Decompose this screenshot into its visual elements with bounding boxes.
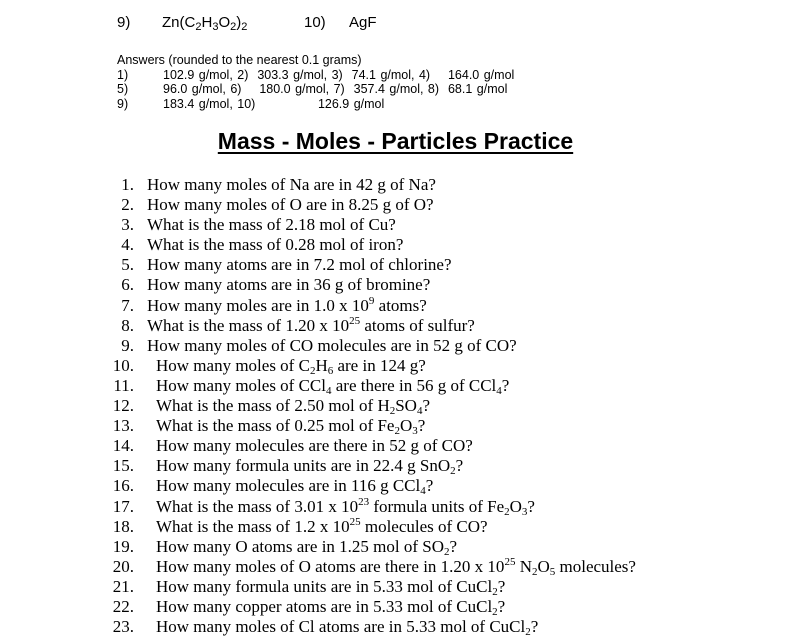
question-text: How many moles of $C_2H_6$ are in 124 g? [156, 355, 426, 377]
question-item [0, 255, 791, 275]
question-item [0, 175, 791, 195]
problem-10-number: 10) [304, 14, 326, 31]
answers-list [117, 67, 515, 112]
question-text: How many molecules are there in 52 g of CO? [156, 436, 473, 456]
answer-row [117, 82, 508, 97]
question-text: What is the mass of 2.50 mol of $H_2SO_4$? [156, 396, 430, 418]
answers-block [117, 53, 515, 111]
answer-row-number: 5) [117, 82, 129, 96]
question-text: How many moles of CO molecules are in 52 g of CO? [147, 335, 517, 355]
answer-row-values: 183.4 g/mol, 10) 126.9 g/mol [163, 96, 385, 111]
problem-9-number: 9) [117, 14, 131, 31]
question-number: 23. [112, 617, 134, 637]
question-number: 13. [112, 416, 134, 436]
question-number: 2. [121, 195, 134, 215]
question-text: What is the mass of 3.01 x $10^{23}$ formula units of $Fe_2O_3$? [156, 495, 535, 518]
question-number: 12. [112, 396, 134, 416]
question-item [0, 235, 791, 255]
question-item [0, 517, 791, 537]
question-text: How many O atoms are in 1.25 mol of $SO_2$? [156, 536, 458, 558]
question-item [0, 316, 791, 336]
question-item [0, 396, 791, 416]
question-item [0, 336, 791, 356]
question-text: What is the mass of 1.20 x $10^{25}$ atoms of sulfur? [147, 314, 475, 335]
question-item [0, 195, 791, 215]
answer-row-values: 96.0 g/mol, 6) 180.0 g/mol, 7) 357.4 g/mol, 8) 68.1 g/mol [163, 82, 508, 96]
question-item [0, 557, 791, 577]
question-item [0, 376, 791, 396]
question-item [0, 416, 791, 436]
questions-list [0, 175, 791, 637]
question-item [0, 356, 791, 376]
question-text: How many moles of Na are in 42 g of Na? [147, 175, 436, 194]
question-number: 14. [112, 436, 134, 456]
question-number: 8. [121, 315, 134, 335]
question-number: 17. [112, 496, 134, 516]
question-number: 7. [121, 295, 134, 315]
question-number: 20. [112, 556, 134, 576]
question-text: How many formula units are in 5.33 mol of CuCl$_2$? [156, 576, 506, 598]
question-item [0, 497, 791, 517]
question-text: How many moles of O atoms are there in 1.20 x $10^{25}$ $N_2O_5$ molecules? [156, 555, 636, 578]
question-text: How many moles of O are in 8.25 g of O? [147, 195, 434, 215]
question-item [0, 275, 791, 295]
question-item [0, 476, 791, 496]
question-text: How many copper atoms are in 5.33 mol of CuCl$_2$? [156, 596, 506, 618]
question-number: 9. [121, 335, 134, 355]
question-item [0, 617, 791, 637]
question-text: How many moles are in 1.0 x $10^9$ atoms? [147, 294, 427, 315]
answer-row-number: 9) [117, 96, 129, 111]
question-number: 3. [121, 215, 134, 235]
question-text: How many moles of Cl atoms are in 5.33 mol of CuCl$_2$? [156, 617, 539, 638]
problem-9-formula: $Zn(C_2H_3O_2)_2$ [162, 14, 248, 33]
question-item [0, 577, 791, 597]
question-text: How many atoms are in 36 g of bromine? [147, 275, 431, 295]
answers-heading: Answers (rounded to the nearest 0.1 grams) [117, 53, 362, 67]
question-text: How many moles of CCl$_4$ are there in 56 g of CCl$_4$? [156, 375, 510, 397]
question-number: 5. [121, 255, 134, 275]
question-text: How many formula units are in 22.4 g SnO$_2$? [156, 456, 464, 478]
question-item [0, 436, 791, 456]
answer-row [117, 67, 515, 83]
question-text: What is the mass of 2.18 mol of Cu? [147, 215, 396, 235]
question-item [0, 456, 791, 476]
problem-10-formula: AgF [349, 14, 377, 31]
question-number: 11. [113, 375, 134, 395]
question-text: What is the mass of 0.28 mol of iron? [147, 235, 404, 255]
question-number: 21. [112, 576, 134, 596]
question-item [0, 296, 791, 316]
question-number: 1. [121, 175, 134, 194]
question-number: 22. [112, 596, 134, 616]
page-title: Mass - Moles - Particles Practice [217, 128, 574, 154]
answer-row [117, 96, 385, 112]
question-number: 6. [121, 275, 134, 295]
question-number: 19. [112, 536, 134, 556]
question-text: How many molecules are in 116 g CCl$_4$? [156, 476, 434, 498]
question-item [0, 537, 791, 557]
question-text: How many atoms are in 7.2 mol of chlorine? [147, 255, 452, 275]
question-number: 16. [112, 476, 134, 496]
question-text: What is the mass of 0.25 mol of $Fe_2O_3$? [156, 416, 426, 438]
question-number: 15. [112, 456, 134, 476]
question-text: What is the mass of 1.2 x $10^{25}$ molecules of CO? [156, 515, 488, 536]
question-number: 4. [121, 235, 134, 255]
question-number: 10. [112, 355, 134, 375]
question-number: 18. [112, 516, 134, 536]
answer-row-number: 1) [117, 67, 129, 82]
question-item [0, 597, 791, 617]
answer-row-values: 102.9 g/mol, 2) 303.3 g/mol, 3) 74.1 g/mol, 4) 164.0 g/mol [163, 67, 515, 82]
question-item [0, 215, 791, 235]
